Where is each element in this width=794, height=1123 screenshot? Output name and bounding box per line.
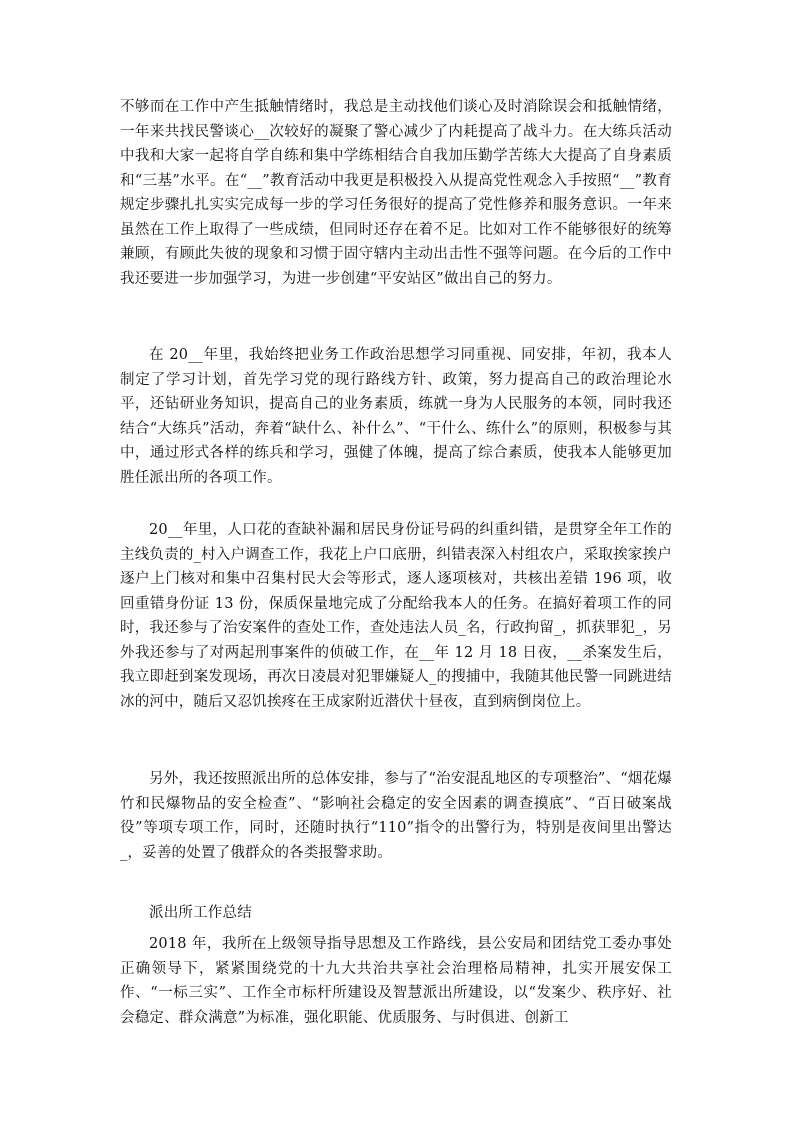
- paragraph-4: 另外，我还按照派出所的总体安排，参与了“治安混乱地区的专项整治”、“烟花爆竹和民爆物品的安全检查”、“影响社会稳定的安全因素的调查摸底”、“百日破案战役”等项专项工作，同时，还随时执行“110”指令的出警行为，特别是夜间里出警达_，妥善的处置了俄群众的各类报警求助。: [120, 771, 672, 861]
- paragraph-1: 不够而在工作中产生抵触情绪时，我总是主动找他们谈心及时消除误会和抵触情绪，一年来共找民警谈心__次较好的凝聚了警心减少了内耗提高了战斗力。在大练兵活动中我和大家一起将自学自练和集中学练相结合自我加压勤学苦练大大提高了自身素质和“三基”水平。在“__”教育活动中我更是积极投入从提高党性观念入手按照“__”教育规定步骤扎扎实实完成每一步的学习任务很好的提高了党性修养和服务意识。一年来虽然在工作上取得了一些成绩，但同时还存在着不足。比如对工作不能够很好的统筹兼顾，有顾此失彼的现象和习惯于固守辖内主动出击性不强等问题。在今后的工作中我还要进一步加强学习，为进一步创建“平安站区”做出自己的努力。: [120, 99, 672, 287]
- paragraph-3: 20__年里，人口花的查缺补漏和居民身份证号码的纠重纠错，是贯穿全年工作的主线负责的_村入户调查工作，我花上户口底册，纠错表深入村组农户，采取挨家挨户逐户上门核对和集中召集村民大会等形式，逐人逐项核对，共核出差错 196 项，收回重错身份证 13 份，保质保量地完成了分配给我本人的任务。在搞好着项工作的同时，我还参与了治安案件的查处工作，查处违法人员_名，行政拘留_，抓获罪犯_，另外我还参与了对两起刑事案件的侦破工作，在__年 12 月 18 日夜，__杀案发生后，我立即赶到案发现场，再次日凌晨对犯罪嫌疑人_的搜捕中，我随其他民警一同跳进结冰的河中，随后又忍饥挨疼在王成家附近潜伏十昼夜，直到病倒岗位上。: [120, 522, 672, 710]
- paragraph-6: 2018 年，我所在上级领导指导思想及工作路线，县公安局和团结党工委办事处正确领导下，紧紧围绕党的十九大共治共享社会治理格局精神，扎实开展安保工作、“一标三实”、工作全市标杆所建设及智慧派出所建设，以“发案少、秩序好、社会稳定、群众满意”为标准，强化职能、优质服务、与时俱进、创新工: [120, 936, 672, 1026]
- paragraph-2: 在 20__年里，我始终把业务工作政治思想学习同重视、同安排，年初，我本人制定了学习计划，首先学习党的现行路线方针、政策，努力提高自己的政治理论水平，还钻研业务知识，提高自己的业务素质，练就一身为人民服务的本领，同时我还结合“大练兵”活动，奔着“缺什么、补什么”、“干什么、练什么”的原则，积极参与其中，通过形式各样的练兵和学习，强健了体魄，提高了综合素质，使我本人能够更加胜任派出所的各项工作。: [120, 347, 672, 486]
- section-heading: 派出所工作总结: [149, 905, 252, 921]
